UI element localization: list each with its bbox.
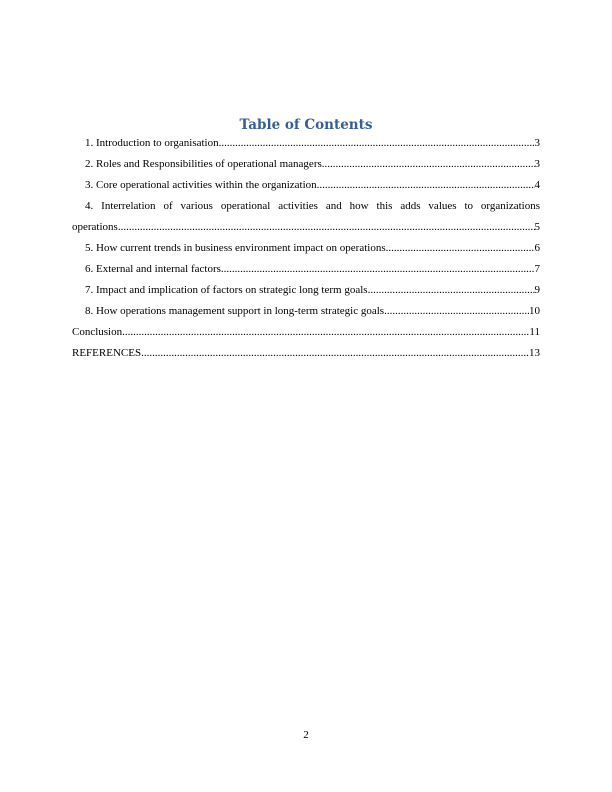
toc-entry-page: 6 (534, 242, 540, 254)
toc-entry-conclusion[interactable] (72, 322, 540, 343)
toc-entry-title: 3. Core operational activities within the organization (85, 179, 317, 191)
toc-entry-page: 9 (534, 284, 540, 296)
dot-leader (219, 133, 535, 154)
dot-leader (118, 217, 535, 238)
toc-entry-title: REFERENCES (72, 347, 142, 359)
toc-entry-wrapped-line[interactable] (72, 196, 540, 217)
toc-entry-title-continued: operations (72, 221, 118, 233)
dot-leader (317, 175, 535, 196)
toc-entry-page: 4 (534, 179, 540, 191)
toc-entry-references[interactable] (72, 343, 540, 364)
toc-entry[interactable] (72, 280, 540, 301)
toc-entry-title: 2. Roles and Responsibilities of operational managers (85, 158, 322, 170)
toc-entry[interactable] (72, 238, 540, 259)
toc-entry-page: 13 (529, 347, 540, 359)
toc-entry[interactable] (72, 133, 540, 154)
toc-entry[interactable] (72, 217, 540, 238)
toc-heading: Table of Contents (239, 117, 373, 133)
toc-entry-title: 6. External and internal factors (85, 263, 221, 275)
toc-entry[interactable] (72, 154, 540, 175)
toc-entry-title: 1. Introduction to organisation (85, 137, 219, 149)
page-number: 2 (303, 729, 309, 741)
toc-entry-title: 7. Impact and implication of factors on strategic long term goals (85, 284, 368, 296)
toc-entry[interactable] (72, 175, 540, 196)
dot-leader (368, 280, 535, 301)
toc-entry-page: 10 (529, 305, 540, 317)
table-of-contents (72, 133, 540, 364)
toc-entry-title: Conclusion (72, 326, 123, 338)
toc-entry-title: 8. How operations management support in long-term strategic goals (85, 305, 385, 317)
toc-entry-title: 5. How current trends in business environment impact on operations (85, 242, 386, 254)
dot-leader (122, 322, 529, 343)
toc-entry-title: 4. Interrelation of various operational activities and how this adds values to organizations (85, 200, 540, 212)
toc-entry-page: 3 (534, 158, 540, 170)
toc-entry-page: 11 (529, 326, 540, 338)
toc-entry-page: 3 (534, 137, 540, 149)
toc-entry-page: 7 (534, 263, 540, 275)
toc-entry-page: 5 (534, 221, 540, 233)
dot-leader (322, 154, 535, 175)
dot-leader (386, 238, 535, 259)
toc-entry[interactable] (72, 301, 540, 322)
dot-leader (221, 259, 535, 280)
dot-leader (384, 301, 529, 322)
dot-leader (141, 343, 529, 364)
toc-entry[interactable] (72, 259, 540, 280)
